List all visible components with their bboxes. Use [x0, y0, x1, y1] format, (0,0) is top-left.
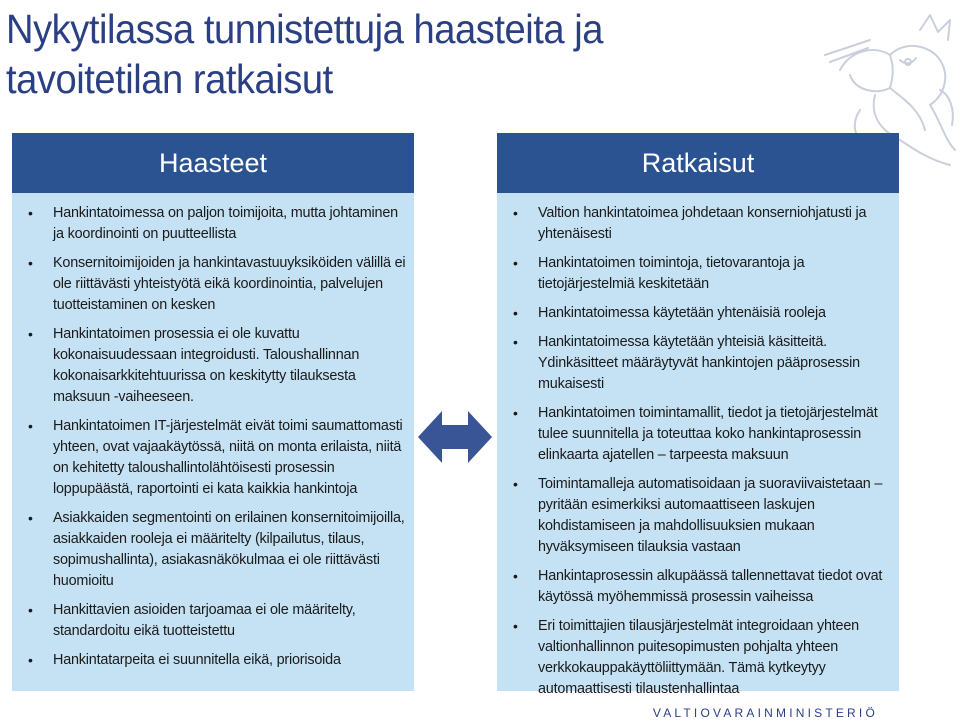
- challenges-header: Haasteet: [12, 133, 414, 193]
- title-line-2: tavoitetilan ratkaisut: [6, 56, 333, 102]
- solution-item: • Valtion hankintatoimea johdetaan konserniohjatusti ja yhtenäisesti: [509, 203, 891, 245]
- solutions-list: [497, 193, 899, 700]
- challenge-item: • Hankittavien asioiden tarjoamaa ei ole määritelty, standardoitu eikä tuotteistettu: [24, 600, 406, 642]
- challenge-item: • Konsernitoimijoiden ja hankintavastuuyksiköiden välillä ei ole riittävästi yhteistyötä eikä koordinointia, palvelujen tuotteistaminen on kesken: [24, 253, 406, 316]
- solution-item: • Hankintatoimen toimintamallit, tiedot ja tietojärjestelmät tulee suunnitella ja toteuttaa koko hankintaprosessin elinkaarta ajatellen – tarpeesta maksuun: [509, 403, 891, 466]
- solution-item: • Hankintatoimen toimintoja, tietovarantoja ja tietojärjestelmiä keskitetään: [509, 253, 891, 295]
- solution-item: • Hankintaprosessin alkupäässä tallennettavat tiedot ovat käytössä myöhemmissä prosessin vaiheissa: [509, 566, 891, 608]
- challenge-item: • Hankintatoimen prosessia ei ole kuvattu kokonaisuudessaan integroidusti. Taloushallinnan kokonaisarkkitehtuurissa on keskitytty tilauksesta maksuun -vaiheeseen.: [24, 324, 406, 408]
- solutions-panel: [497, 133, 899, 697]
- solution-item: • Eri toimittajien tilausjärjestelmät integroidaan yhteen valtionhallinnon puitesopimusten pohjalta yhteen verkkokauppakäyttöliittymään. Tämä kytkeytyy automaattisesti tilaustenhallintaa: [509, 616, 891, 700]
- challenge-item: • Asiakkaiden segmentointi on erilainen konsernitoimijoilla, asiakkaiden rooleja ei määritelty (kilpailutus, tilaus, sopimushallinta), asiakasnäkökulmaa ei ole riittävästi huomioitu: [24, 508, 406, 592]
- challenges-list: [12, 193, 414, 671]
- challenge-item: • Hankintatoimessa on paljon toimijoita, mutta johtaminen ja koordinointi on puutteellista: [24, 203, 406, 245]
- solution-item: • Hankintatoimessa käytetään yhtenäisiä rooleja: [509, 303, 891, 324]
- challenges-panel: [12, 133, 414, 691]
- title-line-1: Nykytilassa tunnistettuja haasteita ja: [6, 6, 603, 52]
- challenge-item: • Hankintatoimen IT-järjestelmät eivät toimi saumattomasti yhteen, ovat vajaakäytössä, niitä on monta erilaista, niitä on kehitetty taloushallintolähtöisesti prosessin loppupäästä, raportointi ei kata kaikkia hankintoja: [24, 416, 406, 500]
- challenge-item: • Hankintatarpeita ei suunnitella eikä, priorisoida: [24, 650, 406, 671]
- ministry-logo-text: VALTIOVARAINMINISTERIÖ: [652, 706, 878, 720]
- solutions-header: Ratkaisut: [497, 133, 899, 193]
- slide-title: [6, 4, 657, 104]
- solution-item: • Hankintatoimessa käytetään yhteisiä käsitteitä. Ydinkäsitteet määräytyvät hankintojen pääprosessin mukaisesti: [509, 332, 891, 395]
- solution-item: • Toimintamalleja automatisoidaan ja suoraviivaistetaan – pyritään esimerkiksi automaattiseen laskujen kohdistamiseen ja mahdollisuuksien mukaan hyväksymiseen tilauksia vastaan: [509, 474, 891, 558]
- double-arrow-icon: [418, 407, 492, 467]
